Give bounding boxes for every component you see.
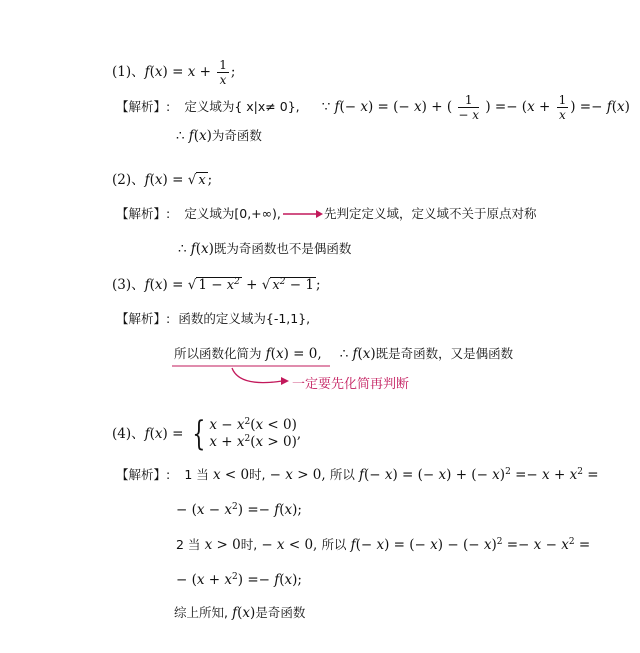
annotation-curve-3 [232,368,282,383]
case-1-so: 所以 [329,467,355,482]
problem-1-label: (1)、 [112,64,145,80]
problem-4-summary: 综上所知, f(x)是奇函数 [174,605,306,621]
problem-4-case-2-result: − $(x + x^2) =- f(x)$; [176,572,302,588]
problem-2-conclusion: ∴ f(x)既为奇函数也不是偶函数 [178,241,352,257]
problem-2-label: (2)、 [112,172,145,188]
conclusion-1: 为奇函数 [211,128,262,143]
problem-3-simplify: 所以函数化简为 f(x) = 0, ∴ f(x)既是奇函数，又是偶函数 [174,346,514,362]
problem-4-case-1-result: − $(x - x^2) =- f(x)$; [176,502,302,518]
analysis-label-3: 【解析】: [116,311,171,326]
summary-suffix: 是奇函数 [255,605,306,620]
fraction-1-over-x-b: $\frac{1}{x}$ [558,93,567,122]
case-2-when: 时, [240,537,258,552]
domain-text-1: 定义域为{ x|x≠ 0}, [184,99,300,114]
simplify-text: 所以函数化简为 [174,346,262,361]
domain-text-2: 定义域为[0,+∞), [184,206,281,221]
analysis-label-2: 【解析】: [116,206,171,221]
therefore-symbol-1: ∴ [176,128,185,144]
problem-2-analysis [116,205,281,224]
problem-3-statement: (3)、f(x) = √ $1 - x^2$ + √ $x^2 - 1$ ; [112,277,321,293]
problem-2-statement: (2)、f(x) = √ x ; [112,172,213,188]
problem-3-label: (3)、 [112,277,145,293]
problem-4-case-2: 2 当 x > 0时, − x < 0, 所以 f(− x) = (− x) − (− $x)^2 =- x - x^2$ = [176,537,591,553]
annotation-note-2: 先判定定义域，定义域不关于原点对称 [324,206,537,221]
piecewise-cases: { $x - x^2(x < 0)$ $x + x^2(x > 0)$ [192,414,297,454]
problem-4-case-1: 【解析】: 1 当 x < 0时, − x > 0, 所以 f(− x) = (− x) + (− $x)^2 =- x + x^2$ = [116,467,599,483]
therefore-symbol-3: ∴ [339,346,349,362]
annotation-arrow-head-2 [316,210,323,218]
problem-4-label: (4)、 [112,426,145,442]
case-1-intro: 1 当 [184,467,209,482]
sqrt-x2-minus-1: √ $x^2 - 1$ [261,277,314,293]
case-1-when: 时, [249,467,266,482]
domain-text-3: 函数的定义域为{-1,1}, [178,311,311,326]
annotation-note-3: 一定要先化简再判断 [292,377,410,392]
conclusion-2: 既为奇函数也不是偶函数 [213,241,352,256]
analysis-label-1: 【解析】: [116,99,171,114]
sqrt-1-minus-x2: √ $1 - x^2$ [187,277,240,293]
because-symbol: ∵ [321,99,331,115]
case-2-so: 所以 [321,537,347,552]
problem-1-analysis: 【解析】: 定义域为{ x|x≠ 0}, ∵ f(− x) = (− x) + ( $\frac{1}{- x}$ ) =− (x + $\frac{1}{x}$ ) =− f(x) [116,93,630,122]
problem-3-analysis [116,310,310,329]
case-2-intro: 2 当 [176,537,201,552]
annotation-arrow-head-3 [281,377,289,385]
conclusion-3: 既是奇函数，又是偶函数 [375,346,514,361]
fraction-1-over-x: $\frac{1}{x}$ [219,58,227,87]
summary-prefix: 综上所知, [174,605,228,620]
therefore-symbol-2: ∴ [178,241,187,257]
problem-1-statement: (1)、f(x) = x + $\frac{1}{x}$ ; [112,58,236,87]
problem-4-statement: (4)、f(x) = { $x - x^2(x < 0)$ $x + x^2(x > 0)$ , [112,414,302,454]
sqrt-x: √ x [187,172,206,188]
analysis-label-4: 【解析】: [116,467,171,482]
problem-1-conclusion: ∴ f(x)为奇函数 [176,128,262,144]
fraction-1-over-neg-x: $\frac{1}{- x}$ [458,93,480,122]
